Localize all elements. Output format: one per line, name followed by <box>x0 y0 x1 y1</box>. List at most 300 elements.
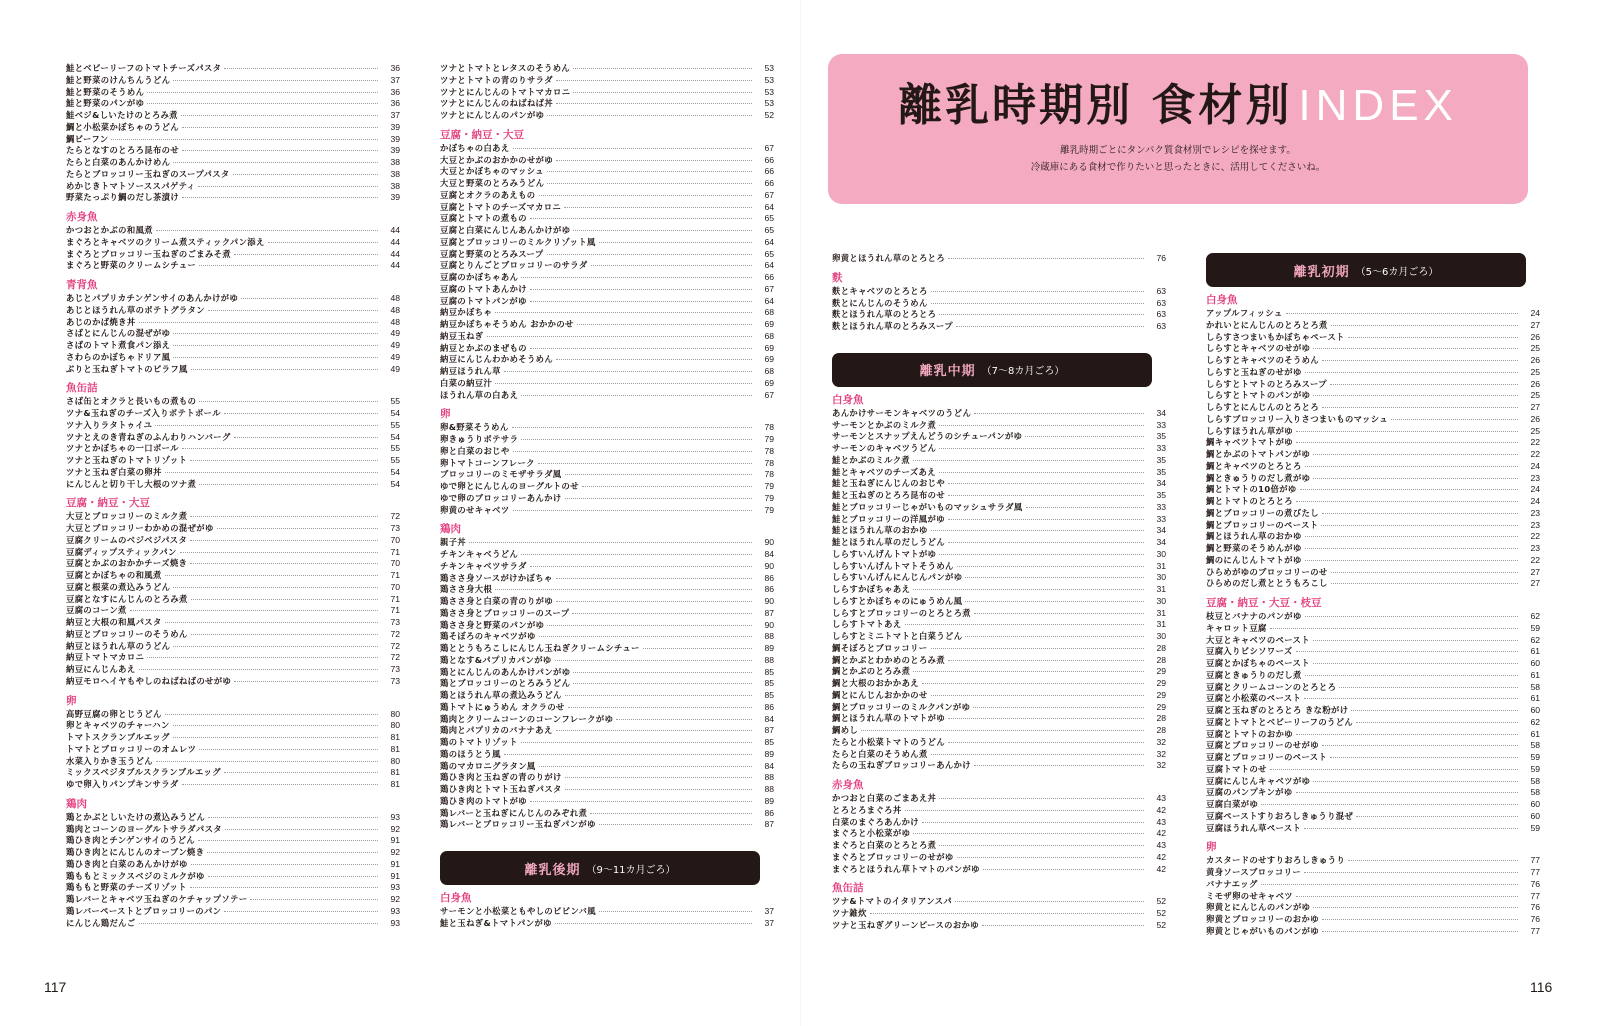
index-entry[interactable] <box>440 378 774 390</box>
recipe-name: とろとろまぐろ丼 <box>832 804 902 815</box>
index-entry[interactable] <box>66 63 400 75</box>
index-entry[interactable] <box>1206 752 1540 764</box>
dot-leader <box>948 718 1144 719</box>
index-entry[interactable] <box>440 354 774 366</box>
index-entry[interactable] <box>1206 891 1540 903</box>
index-entry[interactable] <box>66 847 400 859</box>
index-entry[interactable] <box>832 537 1166 549</box>
index-entry[interactable] <box>832 713 1166 725</box>
index-entry[interactable] <box>440 667 774 679</box>
index-entry[interactable] <box>66 720 400 732</box>
index-entry[interactable] <box>832 678 1166 690</box>
page-ref: 29 <box>1156 689 1166 700</box>
index-entry[interactable] <box>1206 473 1540 485</box>
dot-leader <box>948 495 1144 496</box>
recipe-name: 鶏レバーとキャベツ玉ねぎのケチャップソテー <box>66 894 248 904</box>
index-entry[interactable] <box>1206 740 1540 752</box>
index-entry[interactable] <box>66 835 400 847</box>
index-entry[interactable] <box>1206 390 1540 402</box>
index-entry[interactable] <box>66 511 400 523</box>
index-entry[interactable] <box>1206 623 1540 635</box>
index-entry[interactable] <box>440 573 774 585</box>
dot-leader <box>173 345 378 346</box>
index-entry[interactable] <box>440 87 774 99</box>
index-entry[interactable] <box>66 652 400 664</box>
index-entry[interactable] <box>832 420 1166 432</box>
index-entry[interactable] <box>66 443 400 455</box>
index-entry[interactable] <box>440 213 774 225</box>
dot-leader <box>530 301 752 302</box>
index-entry[interactable] <box>440 596 774 608</box>
index-entry[interactable] <box>66 756 400 768</box>
index-entry[interactable] <box>66 732 400 744</box>
index-entry[interactable] <box>832 514 1166 526</box>
index-entry[interactable] <box>1206 379 1540 391</box>
index-entry[interactable] <box>66 479 400 491</box>
index-entry[interactable] <box>66 134 400 146</box>
index-entry[interactable] <box>440 422 774 434</box>
index-entry[interactable] <box>832 596 1166 608</box>
index-entry[interactable] <box>440 761 774 773</box>
index-entry[interactable] <box>1206 332 1540 344</box>
dot-leader <box>931 291 1144 292</box>
index-entry[interactable] <box>832 455 1166 467</box>
index-entry[interactable] <box>66 340 400 352</box>
dot-leader <box>913 589 1144 590</box>
index-entry[interactable] <box>832 840 1166 852</box>
dot-leader <box>234 254 378 255</box>
index-entry[interactable] <box>66 605 400 617</box>
recipe-name: しらすいんげんトマトがゆ <box>832 548 937 559</box>
index-entry[interactable] <box>66 98 400 110</box>
index-entry[interactable] <box>66 871 400 883</box>
index-entry[interactable] <box>832 467 1166 479</box>
index-entry[interactable] <box>440 260 774 272</box>
dot-leader <box>1321 525 1518 526</box>
recipe-name: 鯛とブロッコリーの煮びたし <box>1206 507 1319 518</box>
index-entry[interactable] <box>66 237 400 249</box>
index-entry[interactable] <box>440 284 774 296</box>
page-ref: 87 <box>764 819 774 830</box>
dot-leader <box>521 742 752 743</box>
index-entry[interactable] <box>1206 531 1540 543</box>
index-entry[interactable] <box>66 145 400 157</box>
index-entry[interactable] <box>66 169 400 181</box>
index-entry[interactable] <box>1206 693 1540 705</box>
recipe-name: 豆腐とクリームコーンのとろとろ <box>1206 681 1337 692</box>
index-entry[interactable] <box>1206 611 1540 623</box>
recipe-name: 鮭とほうれん草のだしうどん <box>832 537 946 547</box>
index-entry[interactable] <box>66 181 400 193</box>
index-entry[interactable] <box>66 812 400 824</box>
dot-leader <box>957 566 1144 567</box>
index-entry[interactable] <box>1206 461 1540 473</box>
page-ref: 60 <box>1530 658 1540 668</box>
index-entry[interactable] <box>440 796 774 808</box>
page-ref: 90 <box>764 619 774 630</box>
index-entry[interactable] <box>440 918 774 930</box>
index-entry[interactable] <box>66 192 400 204</box>
index-entry[interactable] <box>440 307 774 319</box>
index-entry[interactable] <box>440 481 774 493</box>
page-ref: 67 <box>764 189 774 200</box>
index-entry[interactable] <box>440 446 774 458</box>
index-entry[interactable] <box>1206 320 1540 332</box>
index-entry[interactable] <box>440 366 774 378</box>
dot-leader <box>565 777 752 778</box>
index-entry[interactable] <box>1206 776 1540 788</box>
index-entry[interactable] <box>1206 658 1540 670</box>
index-entry[interactable] <box>440 678 774 690</box>
index-entry[interactable] <box>66 75 400 87</box>
index-entry[interactable] <box>440 690 774 702</box>
index-entry[interactable] <box>1206 646 1540 658</box>
recipe-name: 鶏ととうもろこしにんじん玉ねぎクリームシチュー <box>440 643 640 653</box>
dot-leader <box>616 719 752 720</box>
dot-leader <box>983 869 1144 870</box>
index-entry[interactable] <box>832 286 1166 298</box>
index-entry[interactable] <box>1206 682 1540 694</box>
index-entry[interactable] <box>66 641 400 653</box>
index-entry[interactable] <box>832 253 1166 265</box>
index-entry[interactable] <box>832 478 1166 490</box>
index-entry[interactable] <box>1206 635 1540 647</box>
index-entry[interactable] <box>66 305 400 317</box>
dot-leader <box>922 822 1144 823</box>
dot-leader <box>512 427 752 428</box>
index-entry[interactable] <box>832 725 1166 737</box>
index-entry[interactable] <box>1206 926 1540 938</box>
index-entry[interactable] <box>832 490 1166 502</box>
index-entry[interactable] <box>440 505 774 517</box>
index-entry[interactable] <box>1206 555 1540 567</box>
index-entry[interactable] <box>1206 520 1540 532</box>
index-entry[interactable] <box>1206 670 1540 682</box>
index-entry[interactable] <box>440 143 774 155</box>
page-ref: 63 <box>1156 297 1166 308</box>
index-entry[interactable] <box>1206 343 1540 355</box>
index-entry[interactable] <box>1206 799 1540 811</box>
recipe-name: 鮭とキャベツのチーズあえ <box>832 466 936 477</box>
index-entry[interactable] <box>1206 879 1540 891</box>
dot-leader <box>147 103 378 104</box>
dot-leader <box>224 413 378 414</box>
index-entry[interactable] <box>1206 705 1540 717</box>
page-ref: 37 <box>764 906 774 916</box>
index-entry[interactable] <box>440 296 774 308</box>
page-ref: 55 <box>390 443 400 454</box>
index-entry[interactable] <box>832 298 1166 310</box>
index-entry[interactable] <box>832 817 1166 829</box>
index-entry[interactable] <box>440 643 774 655</box>
page-ref: 38 <box>390 157 400 167</box>
index-entry[interactable] <box>440 631 774 643</box>
index-entry[interactable] <box>832 309 1166 321</box>
recipe-name: サーモンのキャベツうどん <box>832 443 937 453</box>
index-entry[interactable] <box>66 882 400 894</box>
index-entry[interactable] <box>66 352 400 364</box>
index-entry[interactable] <box>66 467 400 479</box>
index-entry[interactable] <box>66 523 400 535</box>
index-entry[interactable] <box>66 859 400 871</box>
index-entry[interactable] <box>440 549 774 561</box>
index-entry[interactable] <box>66 260 400 272</box>
index-entry[interactable] <box>440 725 774 737</box>
index-entry[interactable] <box>832 608 1166 620</box>
index-entry[interactable] <box>440 98 774 110</box>
index-entry[interactable] <box>440 620 774 632</box>
index-entry[interactable] <box>1206 308 1540 320</box>
index-entry[interactable] <box>440 166 774 178</box>
index-entry[interactable] <box>832 631 1166 643</box>
page-ref: 90 <box>764 537 774 548</box>
index-entry[interactable] <box>440 655 774 667</box>
index-entry[interactable] <box>66 617 400 629</box>
index-entry[interactable] <box>66 455 400 467</box>
page-ref: 33 <box>1156 443 1166 453</box>
index-entry[interactable] <box>832 828 1166 840</box>
index-entry[interactable] <box>66 906 400 918</box>
index-entry[interactable] <box>1206 437 1540 449</box>
index-entry[interactable] <box>832 702 1166 714</box>
page-ref: 71 <box>390 605 400 616</box>
index-entry[interactable] <box>1206 902 1540 914</box>
dot-leader <box>599 911 752 912</box>
index-entry[interactable] <box>440 808 774 820</box>
index-entry[interactable] <box>440 784 774 796</box>
index-entry[interactable] <box>440 469 774 481</box>
index-entry[interactable] <box>832 690 1166 702</box>
index-entry[interactable] <box>66 570 400 582</box>
recipe-name: 鶏とにんじんのあんかけパンがゆ <box>440 666 571 677</box>
recipe-name: 鮭と野菜のパンがゆ <box>66 98 145 109</box>
index-entry[interactable] <box>1206 402 1540 414</box>
recipe-name: しらすとトマトのとろみスープ <box>1206 378 1327 389</box>
index-entry[interactable] <box>66 824 400 836</box>
index-entry[interactable] <box>1206 764 1540 776</box>
index-entry[interactable] <box>1206 367 1540 379</box>
dot-leader <box>191 634 378 635</box>
page-ref: 33 <box>1156 513 1166 524</box>
index-entry[interactable] <box>440 458 774 470</box>
index-entry[interactable] <box>832 805 1166 817</box>
index-entry[interactable] <box>66 558 400 570</box>
index-entry[interactable] <box>66 328 400 340</box>
index-entry[interactable] <box>440 749 774 761</box>
index-entry[interactable] <box>1206 414 1540 426</box>
recipe-name: トマトとブロッコリーのオムレツ <box>66 743 197 754</box>
index-entry[interactable] <box>1206 496 1540 508</box>
index-entry[interactable] <box>1206 717 1540 729</box>
index-entry[interactable] <box>832 749 1166 761</box>
index-entry[interactable] <box>66 676 400 688</box>
index-entry[interactable] <box>440 155 774 167</box>
index-entry[interactable] <box>440 493 774 505</box>
index-entry[interactable] <box>440 702 774 714</box>
index-entry[interactable] <box>1206 567 1540 579</box>
index-entry[interactable] <box>440 178 774 190</box>
index-entry[interactable] <box>832 655 1166 667</box>
index-entry[interactable] <box>66 744 400 756</box>
page-ref: 66 <box>764 166 774 177</box>
index-entry[interactable] <box>66 918 400 930</box>
index-entry[interactable] <box>66 87 400 99</box>
index-entry[interactable] <box>440 225 774 237</box>
index-entry[interactable] <box>66 122 400 134</box>
index-entry[interactable] <box>440 272 774 284</box>
index-entry[interactable] <box>66 594 400 606</box>
recipe-name: 鶏ささ身とブロッコリーのスープ <box>440 607 570 618</box>
index-entry[interactable] <box>440 63 774 75</box>
recipe-name: 豆腐とトマトとベビーリーフのうどん <box>1206 716 1354 727</box>
index-entry[interactable] <box>66 110 400 122</box>
dot-leader <box>165 472 378 473</box>
index-entry[interactable] <box>832 502 1166 514</box>
page-ref: 55 <box>390 419 400 430</box>
page-ref: 79 <box>764 481 774 491</box>
index-entry[interactable] <box>832 584 1166 596</box>
index-entry[interactable] <box>832 908 1166 920</box>
dot-leader <box>225 829 378 830</box>
index-entry[interactable] <box>66 664 400 676</box>
page-ref: 39 <box>390 192 400 203</box>
index-entry[interactable] <box>440 237 774 249</box>
index-entry[interactable] <box>832 793 1166 805</box>
index-entry[interactable] <box>440 249 774 261</box>
page-ref: 32 <box>1156 748 1166 759</box>
index-entry[interactable] <box>440 772 774 784</box>
dot-leader <box>974 613 1144 614</box>
index-entry[interactable] <box>1206 543 1540 555</box>
recipe-name: 豆腐ときゅうりのだし煮 <box>1206 669 1302 680</box>
index-entry[interactable] <box>832 549 1166 561</box>
index-entry[interactable] <box>1206 449 1540 461</box>
page-ref: 72 <box>390 511 400 522</box>
dot-leader <box>939 472 1144 473</box>
index-entry[interactable] <box>832 525 1166 537</box>
index-entry[interactable] <box>440 434 774 446</box>
index-entry[interactable] <box>440 737 774 749</box>
dot-leader <box>173 162 378 163</box>
index-entry[interactable] <box>832 852 1166 864</box>
index-entry[interactable] <box>1206 823 1540 835</box>
index-entry[interactable] <box>1206 578 1540 590</box>
recipe-name: ツナ&トマトのイタリアンスパ <box>832 896 953 907</box>
index-entry[interactable] <box>832 408 1166 420</box>
index-entry[interactable] <box>66 157 400 169</box>
index-entry[interactable] <box>66 779 400 791</box>
index-entry[interactable] <box>66 408 400 420</box>
index-entry[interactable] <box>1206 426 1540 438</box>
recipe-name: 鯛ときゅうりのだし煮がゆ <box>1206 472 1311 483</box>
index-entry[interactable] <box>66 767 400 779</box>
index-entry[interactable] <box>832 561 1166 573</box>
recipe-name: かつおとかぶの和風煮 <box>66 225 153 235</box>
index-entry[interactable] <box>440 343 774 355</box>
index-entry[interactable] <box>832 896 1166 908</box>
index-entry[interactable] <box>66 629 400 641</box>
category-heading: 青背魚 <box>66 279 98 291</box>
dot-leader <box>905 810 1144 811</box>
recipe-name: 豆腐と野菜のとろみスープ <box>440 248 544 259</box>
index-entry[interactable] <box>66 582 400 594</box>
index-entry[interactable] <box>440 608 774 620</box>
index-entry[interactable] <box>1206 867 1540 879</box>
recipe-name: ひらめのだし煮ととうもろこし <box>1206 578 1328 589</box>
index-entry[interactable] <box>66 894 400 906</box>
index-entry[interactable] <box>832 619 1166 631</box>
page-ref: 58 <box>1530 681 1540 692</box>
index-entry[interactable] <box>1206 914 1540 926</box>
index-entry[interactable] <box>66 225 400 237</box>
index-entry[interactable] <box>440 75 774 87</box>
recipe-name: しらすいんげんにんじんパンがゆ <box>832 572 963 583</box>
index-entry[interactable] <box>1206 811 1540 823</box>
index-entry[interactable] <box>440 537 774 549</box>
page-ref: 70 <box>390 534 400 545</box>
index-entry[interactable] <box>832 737 1166 749</box>
index-entry[interactable] <box>1206 729 1540 741</box>
category-heading: 豆腐・納豆・大豆 <box>440 128 524 141</box>
index-entry[interactable] <box>440 202 774 214</box>
index-entry[interactable] <box>66 364 400 376</box>
index-entry[interactable] <box>66 396 400 408</box>
index-column-3 <box>832 253 1166 932</box>
index-entry[interactable] <box>66 420 400 432</box>
recipe-name: サーモンとかぶのミルク煮 <box>832 419 937 430</box>
dot-leader <box>931 695 1144 696</box>
page-ref: 52 <box>764 110 774 120</box>
index-entry[interactable] <box>1206 355 1540 367</box>
index-entry[interactable] <box>440 390 774 402</box>
index-entry[interactable] <box>66 293 400 305</box>
index-entry[interactable] <box>832 864 1166 876</box>
index-entry[interactable] <box>1206 484 1540 496</box>
index-entry[interactable] <box>66 709 400 721</box>
index-entry[interactable] <box>832 431 1166 443</box>
index-entry[interactable] <box>832 321 1166 333</box>
dot-leader <box>180 552 378 553</box>
category-heading: 赤身魚 <box>832 779 864 791</box>
index-entry[interactable] <box>440 110 774 122</box>
index-entry[interactable] <box>832 666 1166 678</box>
index-entry[interactable] <box>440 714 774 726</box>
index-entry[interactable] <box>440 561 774 573</box>
index-entry[interactable] <box>440 190 774 202</box>
index-entry[interactable] <box>440 819 774 831</box>
index-entry[interactable] <box>440 584 774 596</box>
index-entry[interactable] <box>1206 855 1540 867</box>
index-entry[interactable] <box>832 920 1166 932</box>
index-entry[interactable] <box>832 443 1166 455</box>
index-entry[interactable] <box>1206 508 1540 520</box>
index-entry[interactable] <box>832 643 1166 655</box>
index-entry[interactable] <box>440 319 774 331</box>
index-entry[interactable] <box>66 249 400 261</box>
index-entry[interactable] <box>66 547 400 559</box>
recipe-name: 豆腐とトマトのチーズマカロニ <box>440 201 562 212</box>
index-entry[interactable] <box>66 317 400 329</box>
index-entry[interactable] <box>440 331 774 343</box>
index-entry[interactable] <box>66 535 400 547</box>
index-entry[interactable] <box>832 760 1166 772</box>
index-entry[interactable] <box>440 906 774 918</box>
dot-leader <box>1296 442 1518 443</box>
index-entry[interactable] <box>1206 787 1540 799</box>
recipe-name: 鮭ベジ&しいたけのとろみ煮 <box>66 110 178 120</box>
index-entry[interactable] <box>66 432 400 444</box>
index-entry[interactable] <box>832 572 1166 584</box>
